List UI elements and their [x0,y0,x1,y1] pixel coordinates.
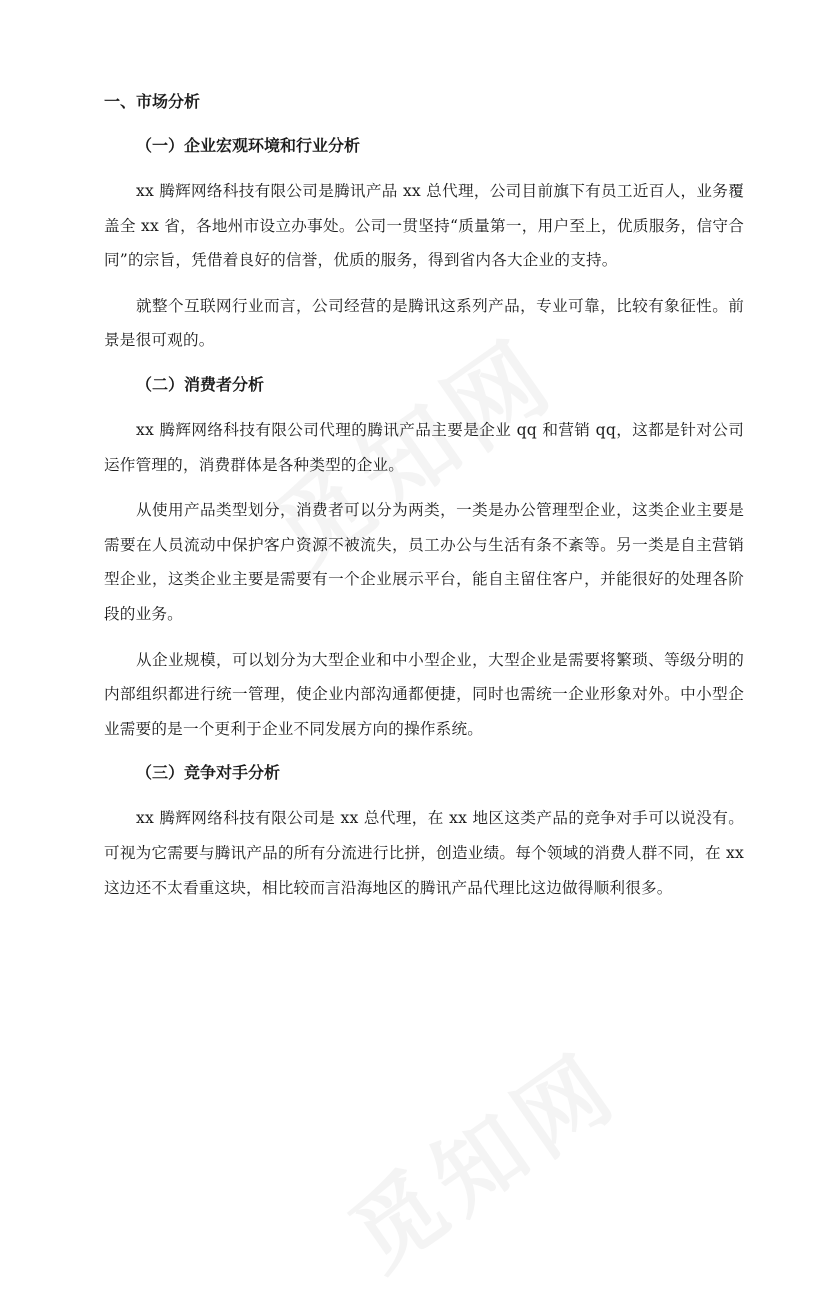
section-title: 一、市场分析 [104,92,201,111]
subsection-macro-environment [104,130,744,358]
subsection-consumer-analysis [104,369,744,746]
subsection-heading: （一）企业宏观环境和行业分析 [136,136,361,155]
document-body [104,86,744,916]
subsection-heading: （二）消费者分析 [136,374,265,394]
paragraph: xx 腾辉网络科技有限公司代理的腾讯产品主要是企业 qq 和营销 qq，这都是针对公司运作管理的，消费群体是各种类型的企业。 [104,420,744,474]
paragraph: xx 腾辉网络科技有限公司是 xx 总代理，在 xx 地区这类产品的竞争对手可以说没有。可视为它需要与腾讯产品的所有分流进行比拼，创造业绩。每个领域的消费人群不同，在 xx 这边还不太看重这块，相比较而言沿海地区的腾讯产品代理比这边做得顺利很多。 [104,809,744,897]
paragraph: xx 腾辉网络科技有限公司是腾讯产品 xx 总代理，公司目前旗下有员工近百人，业务覆盖全 xx 省，各地州市设立办事处。公司一贯坚持“质量第一，用户至上，优质服务，信守合同”的宗旨，凭借着良好的信誉，优质的服务，得到省内各大企业的支持。 [104,182,744,270]
subsection-heading: （三）竞争对手分析 [136,763,281,783]
subsection-competitor-analysis [104,757,744,905]
paragraph: 就整个互联网行业而言，公司经营的是腾讯这系列产品，专业可靠，比较有象征性。前景是很可观的。 [104,296,744,350]
watermark-bottom [320,1016,640,1294]
paragraph: 从企业规模，可以划分为大型企业和中小型企业，大型企业是需要将繁琐、等级分明的内部组织都进行统一管理，使企业内部沟通都便捷，同时也需统一企业形象对外。中小型企业需要的是一个更利于企业不同发展方向的操作系统。 [104,650,744,738]
paragraph: 从使用产品类型划分，消费者可以分为两类，一类是办公管理型企业，这类企业主要是需要在人员流动中保护客户资源不被流失，员工办公与生活有条不紊等。另一类是自主营销型企业，这类企业主要是需要有一个企业展示平台，能自主留住客户，并能很好的处理各阶段的业务。 [104,501,744,623]
